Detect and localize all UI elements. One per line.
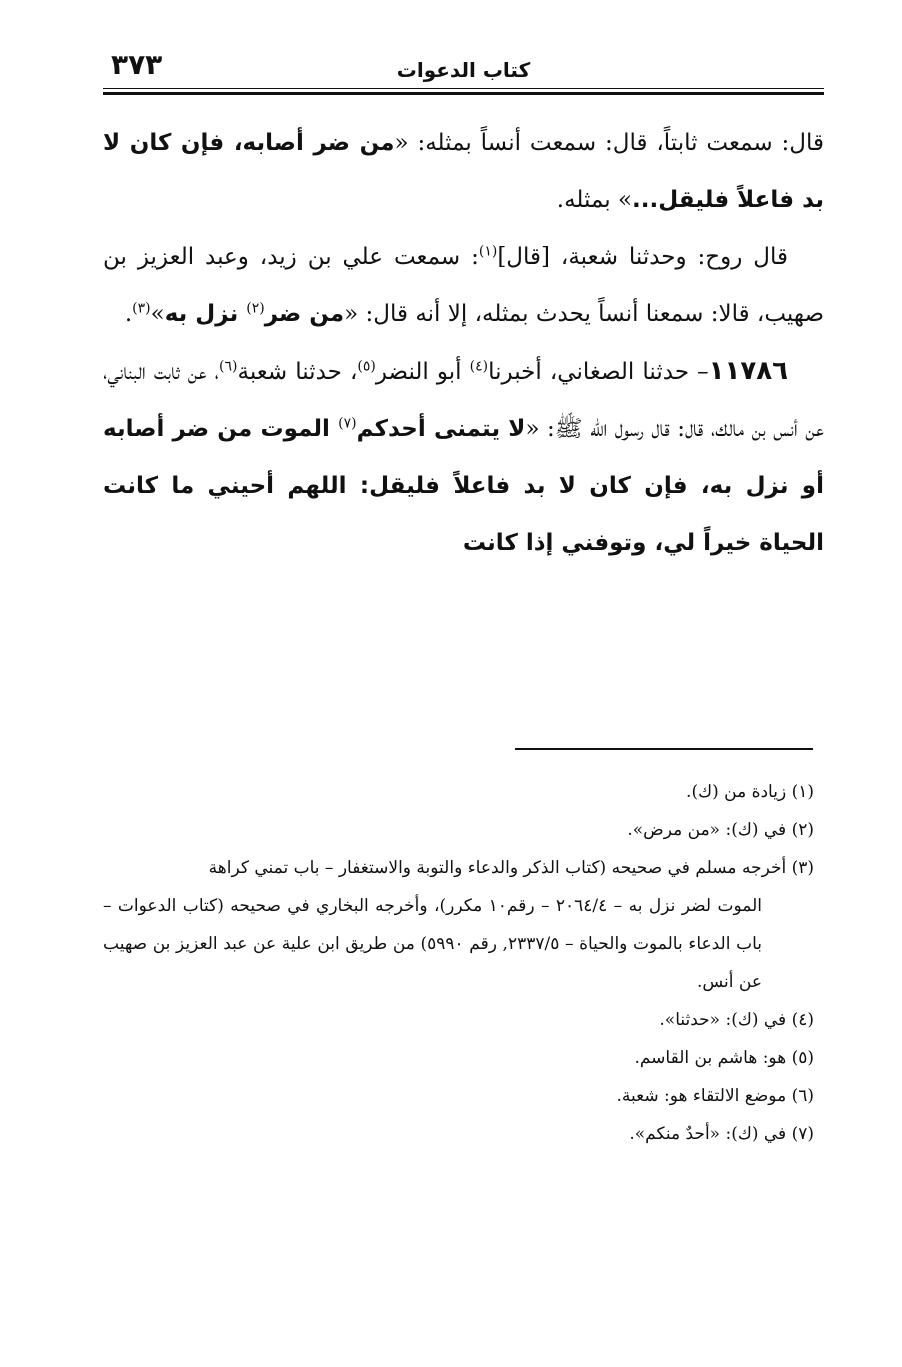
footnotes: [103, 773, 814, 1153]
main-text: [103, 115, 824, 572]
text-run: .: [124, 301, 133, 327]
footnote-5: (٥) هو: هاشم بن القاسم.: [634, 1048, 814, 1068]
page-number: ٣٧٣: [111, 48, 163, 81]
footnote-ref-2[interactable]: (٢): [246, 300, 265, 317]
hadith-number: ١١٧٨٦: [708, 356, 788, 386]
bold-quote: من ضر: [264, 301, 345, 327]
bold-quote: الموت من ضر أصابه أو نزل به، فإن كان لا بد فاعلاً فليقل: اللهم أحيني ما كانت الحياة خيراً لي، وتوفني إذا كانت: [103, 416, 824, 556]
text-run: : سمعت علي بن زيد، وعبد العزيز بن صهيب، قالا: سمعنا أنساً يحدث بمثله، إلا أنه قال: «: [103, 244, 824, 327]
text-run: »: [150, 301, 165, 327]
footnote-3: (٣) أخرجه مسلم في صحيحه (كتاب الذكر والدعاء والتوبة والاستغفار – باب تمني كراهة: [208, 858, 814, 878]
footnote-4: (٤) في (ك): «حدثنا».: [659, 1010, 814, 1030]
paragraph-1: [103, 115, 824, 229]
text-run: قال: سمعت ثابتاً، قال: سمعت أنساً بمثله: «: [394, 130, 824, 156]
footnote-3-continuation: الموت لضر نزل به – ٢٠٦٤/٤ – رقم١٠ مكرر)، وأخرجه البخاري في صحيحه (كتاب الدعوات – باب الدعاء بالموت والحياة – ٢٣٣٧/٥, رقم ٥٩٩٠) من طريق ابن علية عن عبد العزيز بن صهيب عن أنس.: [103, 896, 762, 992]
text-run: أبو النضر: [375, 359, 470, 385]
footnote-6: (٦) موضع الالتقاء هو: شعبة.: [616, 1086, 814, 1106]
header-rule-thick: [103, 92, 824, 95]
footnote-2: (٢) في (ك): «من مرض».: [627, 820, 814, 840]
text-run: – حدثنا الصغاني، أخبرنا: [488, 359, 709, 385]
footnote-7: (٧) في (ك): «أحدٌ منكم».: [629, 1124, 814, 1144]
footnote-separator: [515, 748, 813, 750]
footnote-ref-5[interactable]: (٥): [357, 358, 376, 375]
footnote-ref-7[interactable]: (٧): [338, 415, 357, 432]
paragraph-2: [103, 229, 824, 343]
text-run: » بمثله.: [556, 187, 633, 213]
page-header: [103, 48, 824, 92]
footnote-ref-3[interactable]: (٣): [132, 300, 151, 317]
bold-quote: من ضر أصابه، فإن كان لا بد فاعلاً فليقل...: [103, 130, 824, 213]
footnote-1: (١) زيادة من (ك).: [686, 782, 814, 802]
header-rule-thin: [103, 88, 824, 89]
chapter-title: كتاب الدعوات: [396, 58, 531, 82]
bold-quote: لا يتمنى أحدكم: [356, 416, 526, 442]
text-run: ، حدثنا شعبة: [237, 359, 358, 385]
text-run: قال روح: وحدثنا شعبة، [قال]: [497, 244, 788, 270]
footnote-ref-6[interactable]: (٦): [219, 358, 238, 375]
footnote-ref-1[interactable]: (١): [478, 243, 498, 260]
footnote-ref-4[interactable]: (٤): [469, 358, 489, 375]
paragraph-3: [103, 343, 824, 572]
bold-quote: نزل به: [164, 301, 247, 327]
text-run: ، عن ثابت البناني، عن أنس بن مالك، قال: قال رسول الله ﷺ: «: [103, 359, 824, 442]
